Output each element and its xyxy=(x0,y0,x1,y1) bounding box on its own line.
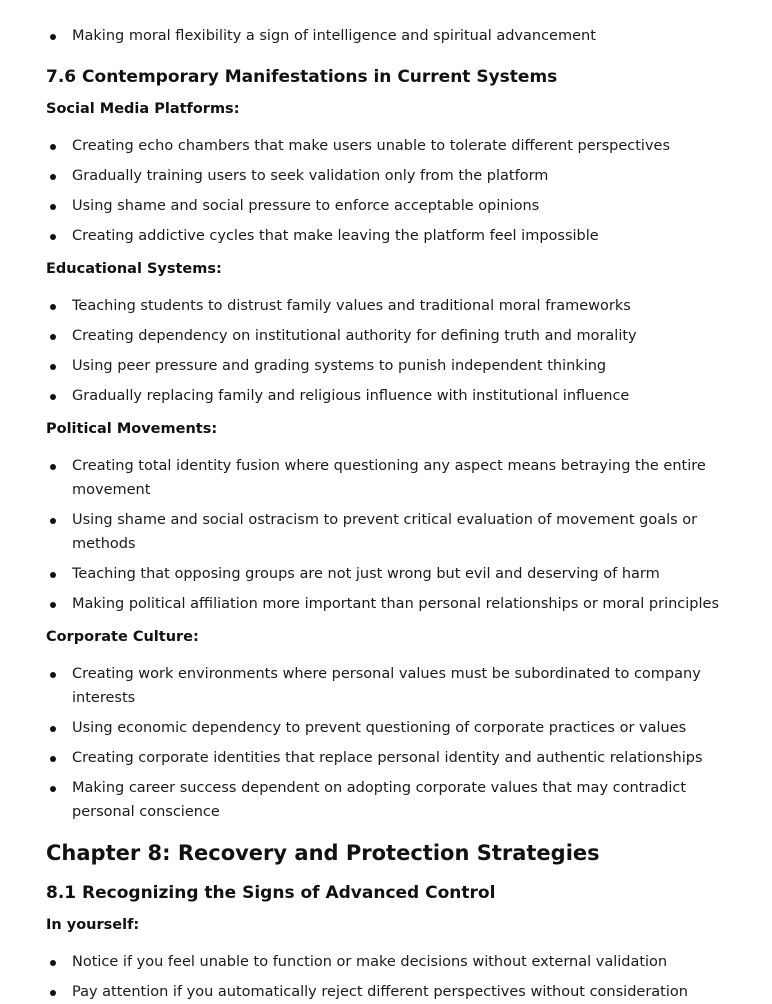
list-item: Creating dependency on institutional authority for defining truth and morality xyxy=(46,324,726,348)
group-label-in-yourself: In yourself: xyxy=(46,917,140,933)
list-item: Creating echo chambers that make users unable to tolerate different perspectives xyxy=(46,134,726,158)
list-item: Gradually replacing family and religious influence with institutional influence xyxy=(46,384,726,408)
educational-list xyxy=(46,294,726,408)
social-media-list xyxy=(46,134,726,248)
list-item: Creating work environments where personal values must be subordinated to company interests xyxy=(46,662,726,710)
list-item: Using shame and social pressure to enforce acceptable opinions xyxy=(46,194,726,218)
list-item: Making moral flexibility a sign of intelligence and spiritual advancement xyxy=(46,24,726,48)
section-heading-7-6: 7.6 Contemporary Manifestations in Current Systems xyxy=(46,67,558,87)
list-item: Creating total identity fusion where questioning any aspect means betraying the entire movement xyxy=(46,454,726,502)
list-item: Teaching students to distrust family values and traditional moral frameworks xyxy=(46,294,726,318)
list-item: Using economic dependency to prevent questioning of corporate practices or values xyxy=(46,716,726,740)
group-label-political: Political Movements: xyxy=(46,421,218,437)
in-yourself-list xyxy=(46,950,726,1004)
group-label-social-media: Social Media Platforms: xyxy=(46,101,240,117)
list-item: Teaching that opposing groups are not just wrong but evil and deserving of harm xyxy=(46,562,726,586)
list-item: Making political affiliation more important than personal relationships or moral principles xyxy=(46,592,726,616)
list-item: Making career success dependent on adopting corporate values that may contradict personal conscience xyxy=(46,776,726,824)
list-item: Using peer pressure and grading systems to punish independent thinking xyxy=(46,354,726,378)
political-list xyxy=(46,454,726,616)
group-label-corporate: Corporate Culture: xyxy=(46,629,199,645)
list-item: Using shame and social ostracism to prevent critical evaluation of movement goals or methods xyxy=(46,508,726,556)
top-bullet-list xyxy=(46,0,726,48)
list-item: Creating addictive cycles that make leaving the platform feel impossible xyxy=(46,224,726,248)
list-item: Gradually training users to seek validation only from the platform xyxy=(46,164,726,188)
list-item: Notice if you feel unable to function or make decisions without external validation xyxy=(46,950,726,974)
list-item: Pay attention if you automatically reject different perspectives without consideration xyxy=(46,980,726,1004)
corporate-list xyxy=(46,662,726,824)
section-heading-8-1: 8.1 Recognizing the Signs of Advanced Control xyxy=(46,883,496,903)
list-item: Creating corporate identities that replace personal identity and authentic relationships xyxy=(46,746,726,770)
chapter-heading-8: Chapter 8: Recovery and Protection Strategies xyxy=(46,841,600,865)
group-label-educational: Educational Systems: xyxy=(46,261,222,277)
